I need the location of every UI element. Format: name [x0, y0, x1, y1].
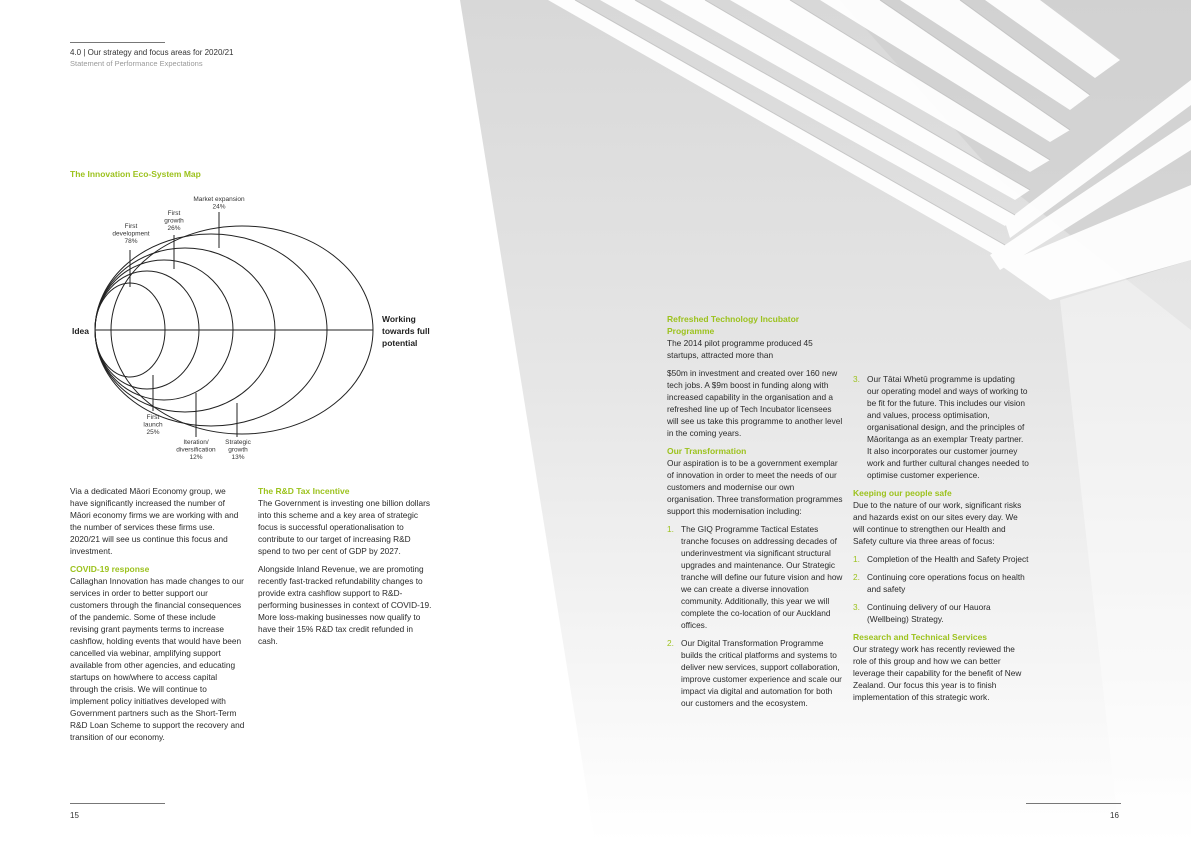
incubator-heading: Refreshed Technology Incubator Programme [667, 314, 800, 336]
label-idea: Idea [72, 326, 90, 336]
list-item [667, 637, 843, 709]
label-strategic-growth: Strategic growth 13% [225, 439, 251, 461]
list-text: Completion of the Health and Safety Project [867, 554, 1029, 564]
map-title: The Innovation Eco-System Map [70, 169, 201, 179]
list-number: 3. [853, 602, 860, 612]
research-paragraph: Our strategy work has recently reviewed the role of this group and how we can better leverage their capability for the benefit of New Zealand. Our focus this year is to finish implementation of this strategic work. [853, 644, 1022, 702]
innovation-ecosystem-map [60, 185, 440, 475]
column-1 [70, 485, 246, 749]
maori-economy-paragraph: Via a dedicated Māori Economy group, we have significantly increased the number of Māori economy firms we are working with and the number of services these firms use. 2020/21 will see us continue this focus and investment. [70, 486, 239, 556]
list-item [853, 373, 1029, 481]
label-first-development: First development 78% [112, 223, 150, 245]
list-number: 1. [853, 554, 860, 564]
people-safe-heading: Keeping our people safe [853, 488, 952, 498]
list-number: 1. [667, 524, 674, 534]
column-4 [853, 373, 1029, 709]
covid-paragraph: Callaghan Innovation has made changes to our services in order to better support our customers through the financial consequences of the pandemic. Some of these include revising grant payments terms to increase cashflow, holding events that would have been cancelled via webinar, amplifying support available from other agencies, and educating startups on how/where to access capital through the crisis. We will continue to implement policy initiatives developed with Government partners such as the Short-Term R&D Loan Scheme to support the recovery and transition of our economy. [70, 576, 245, 742]
research-heading: Research and Technical Services [853, 632, 988, 642]
list-item [853, 571, 1029, 595]
transformation-list-continued [853, 373, 1029, 481]
people-safe-paragraph: Due to the nature of our work, significant risks and hazards exist on our sites every day. We will continue to strengthen our Health and Safety culture via three areas of focus: [853, 500, 1022, 546]
footer-rule-right [1026, 803, 1121, 804]
incubator-paragraph-1: The 2014 pilot programme produced 45 startups, attracted more than [667, 338, 813, 360]
label-first-growth: First growth 26% [164, 210, 184, 232]
rd-tax-paragraph-2: Alongside Inland Revenue, we are promoting recently fast-tracked refundability changes to provide extra cashflow support to R&D-performing businesses in context of COVID-19. More loss-making businesses now qualify to have their 15% R&D tax credit refunded in cash. [258, 564, 432, 646]
transformation-intro: Our aspiration is to be a government exemplar of innovation in order to meet the needs of our customers and modernise our own organisation. Three transformation programmes support this modernisation including: [667, 458, 843, 516]
label-market-expansion: Market expansion 24% [193, 196, 245, 211]
column-2 [258, 485, 434, 653]
list-text: Our Digital Transformation Programme builds the critical platforms and systems to deliver new services, support collaboration, improve customer experience and scale our impact via digital and automation for both our customers and the ecosystem. [681, 638, 842, 708]
covid-heading: COVID-19 response [70, 564, 150, 574]
list-item [853, 553, 1029, 565]
list-number: 2. [853, 572, 860, 582]
list-text: Our Tātai Whetū programme is updating our operating model and ways of working to be fit for the future. This includes our vision and values, process optimisation, organisational design, and the principles of Māoritanga as an exemplar Treaty partner. It also incorporates our customer journey work and further cultural changes needed to optimise customer experience. [867, 374, 1029, 480]
footer-rule-left [70, 803, 165, 804]
label-iteration: Iteration/ diversification 12% [176, 439, 216, 461]
list-text: Continuing core operations focus on health and safety [867, 572, 1025, 594]
page-number-right: 16 [1110, 811, 1119, 820]
transformation-heading: Our Transformation [667, 446, 747, 456]
label-first-launch: First launch 25% [143, 414, 163, 436]
incubator-paragraph-2: $50m in investment and created over 160 new tech jobs. A $9m boost in funding along with increased capability in the organisation and a refreshed line up of Tech Incubator licensees will see us take this programme to another level in the coming years. [667, 368, 843, 438]
list-number: 3. [853, 374, 860, 384]
label-working-towards: Working towards full potential [382, 314, 430, 348]
list-item [667, 523, 843, 631]
rd-tax-paragraph-1: The Government is investing one billion dollars into this scheme and a key area of strategic focus is successful operationalisation to contribute to our target of increasing R&D spend to two per cent of GDP by 2027. [258, 498, 431, 556]
transformation-list [667, 523, 843, 709]
header-rule [70, 42, 165, 43]
list-number: 2. [667, 638, 674, 648]
rd-tax-heading: The R&D Tax Incentive [258, 486, 350, 496]
page-number-left: 15 [70, 811, 79, 820]
people-safe-list [853, 553, 1029, 625]
list-text: The GIQ Programme Tactical Estates tranche focuses on addressing decades of underinvestment via significant structural upgrades and maintenance. Our Strategic tranche will define our future vision and how we can create a diverse innovation community. Additionally, this year we will complete the co-location of our Auckland offices. [681, 524, 843, 630]
list-text: Continuing delivery of our Hauora (Wellbeing) Strategy. [867, 602, 991, 624]
section-subtitle: Statement of Performance Expectations [70, 59, 203, 68]
list-item [853, 601, 1029, 625]
section-title: 4.0 | Our strategy and focus areas for 2020/21 [70, 48, 234, 57]
column-3 [667, 313, 843, 715]
